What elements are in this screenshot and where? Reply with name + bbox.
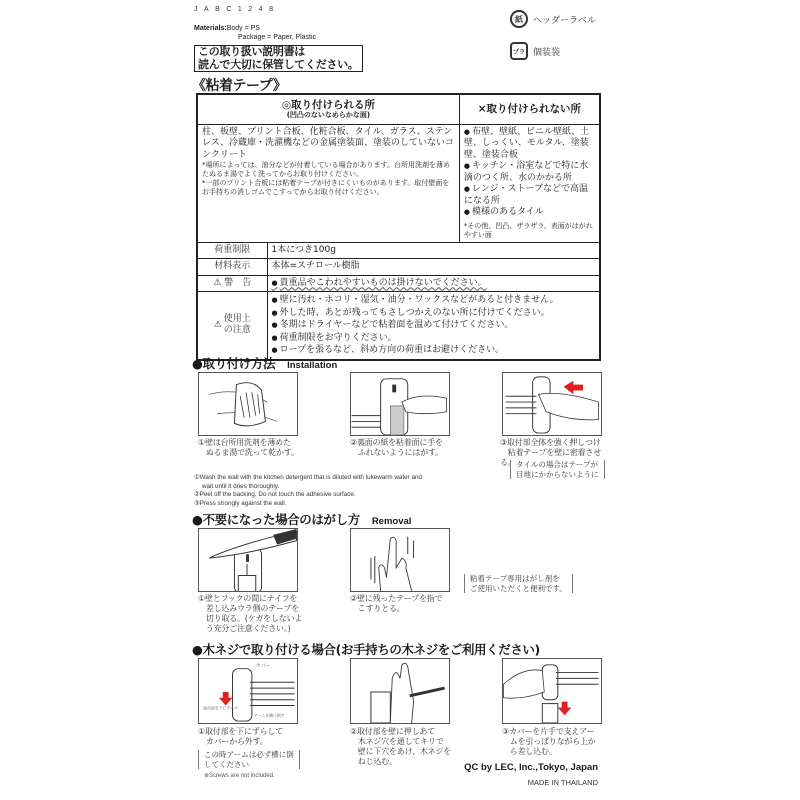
arm-note	[198, 750, 300, 769]
caution-cell	[267, 292, 600, 360]
ng-heading-cell	[459, 94, 600, 124]
tile-note	[510, 460, 605, 479]
removal-title-jp: ●不要になった場合のはがし方	[192, 512, 360, 527]
ng-item: ● 布壁、壁紙、ビニル壁紙、土壁、しっくい、モルタル、塗装壁、塗装合板	[464, 127, 595, 162]
materials-package: Package = Paper, Plastic	[238, 34, 317, 41]
tip-line: 粘着テープ専用はがし剤を	[470, 574, 560, 583]
finger-rubbing-icon	[351, 529, 449, 591]
ng-heading: ×取り付けられない所	[477, 102, 582, 115]
tip-line: ご使用いただくと便利です。	[470, 583, 567, 593]
caution-item: ● ロープを張るなど、斜め方向の荷重はお避けください。	[272, 344, 596, 357]
ok-subheading: (凹凸のないなめらかな面)	[286, 111, 371, 119]
installation-title-jp: ●取り付け方法	[192, 356, 276, 371]
red-arrow-down-icon	[558, 702, 572, 716]
caption-line: ③取付部全体を強く押しつけ	[500, 438, 601, 447]
caution-item: ● 荷重制限をお守りください。	[272, 332, 596, 345]
warning-label-cell	[197, 275, 267, 292]
caption-line: ねじ込む。	[350, 757, 397, 766]
recycle-label-paper: ヘッダーラベル	[533, 15, 597, 26]
removal-step2-caption	[350, 594, 442, 614]
installation-title	[192, 354, 337, 372]
install-step2-illustration	[350, 372, 450, 436]
product-code: JABC1248	[194, 6, 280, 13]
tile-note-line: 目地にかからないように	[516, 469, 599, 479]
removal-title-en: Removal	[371, 516, 412, 527]
caption-line: ふれないようにはがす。	[350, 448, 443, 457]
screw-step3-illustration	[502, 658, 602, 724]
caption-line: ②裏面の紙を粘着面に手を	[350, 438, 443, 447]
caution-item: ● 冬期はドライヤーなどで粘着面を温めて付けてください。	[272, 319, 596, 332]
en-step: ③Press strongly against the wall.	[194, 499, 287, 507]
caution-item: ● 壁に汚れ・ホコリ・湿気・油分・ワックスなどがあると付きません。	[272, 294, 596, 307]
section-title-adhesive: 《粘着テープ》	[192, 78, 287, 94]
ok-surfaces-cell	[197, 124, 459, 242]
recycle-mark-paper	[510, 10, 596, 28]
keep-notice-line2: 読んで大切に保管してください。	[198, 57, 359, 71]
press-hook-icon	[503, 373, 601, 435]
caption-line: う充分ご注意ください。)	[198, 624, 291, 633]
caption-line: 切り取る。(ケガをしないよ	[198, 614, 303, 623]
company-name: QC by LEC, Inc.,Tokyo, Japan	[464, 762, 598, 773]
screw-step1-illustration	[198, 658, 298, 724]
removal-title	[192, 510, 411, 528]
screws-not-included-note: ※Screws are not included.	[204, 773, 275, 779]
recycle-label-plastic: 個装袋	[533, 47, 561, 58]
remover-tip	[464, 574, 573, 593]
screw-step2-illustration	[350, 658, 450, 724]
slide-cover-icon	[199, 659, 297, 723]
knife-under-hook-icon	[199, 529, 297, 591]
peel-backing-icon	[351, 373, 449, 435]
keep-manual-notice	[194, 45, 363, 72]
install-step1-illustration	[198, 372, 298, 436]
caption-line: ①壁は台所用洗剤を薄めた	[198, 438, 291, 447]
install-step3-illustration	[502, 372, 602, 436]
ng-note: *その他、凹凸、ザラザラ、表面がはがれやすい面	[463, 221, 593, 239]
caption-line: ①壁とフックの間にナイフを	[198, 594, 298, 603]
hand-wiping-wall-icon	[199, 373, 297, 435]
materials-info	[194, 24, 316, 42]
ng-surfaces-cell	[459, 124, 600, 242]
warning-cell	[267, 275, 600, 292]
plastic-recycle-icon: プラ	[510, 42, 528, 60]
warning-label: 警 告	[224, 277, 252, 288]
removal-step1-caption	[198, 594, 302, 634]
ok-heading: ◎取り付けられる所	[281, 98, 375, 111]
load-limit-value: 1本につき100g	[267, 242, 600, 259]
red-arrow-down-icon	[219, 692, 233, 706]
country-of-origin: MADE IN THAILAND	[527, 778, 598, 787]
caption-line: 差し込みウラ側のテープを	[198, 604, 299, 613]
drill-screw-hole-icon	[351, 659, 449, 723]
load-limit-label: 荷重制限	[197, 242, 267, 259]
caption-line: ぬるま湯で洗って乾かす。	[198, 448, 299, 457]
caption-line: 粘着テープを壁に密着させる。	[500, 448, 601, 467]
caption-line: ②取付部を壁に押しあて	[350, 727, 435, 736]
arm-note-line: この時アームは必ず横に倒	[204, 750, 294, 759]
caption-line: カバーから外す。	[198, 737, 268, 746]
ok-surfaces-text: 柱、板壁、プリント合板、化粧合板、タイル、ガラス、ステンレス、冷蔵庫・洗濯機などの金属塗装面、塗装のしていないコンクリート	[202, 126, 455, 160]
caption-line: ①取付部を下にずらして	[198, 727, 283, 736]
install-step1-caption	[198, 438, 299, 458]
ng-item: ● キッチン・浴室などで特に水滴のつく所、水のかかる所	[464, 161, 595, 184]
tile-note-line: タイルの場合はテープが	[516, 460, 598, 469]
installation-title-en: Installation	[287, 360, 338, 371]
material-label: 材料表示	[197, 259, 267, 276]
warning-text: ● 貴重品やこわれやすいものは掛けないでください。	[272, 278, 487, 288]
ok-heading-cell	[197, 94, 459, 124]
svg-text:アームを横に倒す: アームを横に倒す	[253, 713, 285, 719]
arm-note-line: してください	[204, 759, 249, 769]
red-arrow-left-icon	[564, 381, 583, 395]
caption-line: ら差し込む。	[502, 747, 557, 756]
en-step: ②Peel off the backing. Do not touch the adhesive surface.	[194, 491, 356, 498]
screw-step3-caption	[502, 727, 596, 757]
ok-note-2: *一部のプリント合板には粘着テープが付きにくいものがあります。取付壁面をお手持ちの消しゴムでこすってからお取り付けください。	[202, 179, 450, 196]
caption-line: 木ネジ穴を通してキリで	[350, 737, 444, 746]
recycle-mark-plastic	[510, 42, 560, 60]
instruction-sheet	[192, 0, 606, 800]
svg-text:カバー: カバー	[255, 663, 271, 669]
keep-notice-line1: この取り扱い説明書は	[198, 45, 305, 58]
caption-line: ムを引っぱりながら上か	[502, 737, 596, 746]
warning-triangle-icon: ⚠	[213, 277, 222, 288]
removal-step1-illustration	[198, 528, 298, 592]
caption-line: ③カバーを片手で支えアー	[502, 727, 595, 736]
install-english-steps	[194, 474, 422, 508]
en-step: wait until it dries thoroughly.	[202, 482, 280, 490]
ng-item: ● 模様のあるタイル	[464, 207, 595, 219]
removal-step2-illustration	[350, 528, 450, 592]
caution-label-cell	[197, 292, 267, 360]
paper-recycle-icon: 紙	[510, 10, 528, 28]
material-value: 本体=スチロール樹脂	[267, 259, 600, 276]
install-step2-caption	[350, 438, 443, 458]
ok-note-1: *場所によっては、油分などが付着している場合があります。台所用洗剤を薄めたぬるま湯でよく洗ってからお取り付けください。	[202, 161, 450, 178]
screw-mount-title: ●木ネジで取り付ける場合(お手持ちの木ネジをご利用ください)	[192, 642, 540, 657]
screw-step2-caption	[350, 727, 451, 767]
caution-label-l2: の注意	[223, 325, 251, 336]
materials-label: Materials:	[194, 25, 227, 32]
caution-label-l1: 使用上	[223, 314, 251, 325]
insert-arm-icon	[503, 659, 601, 723]
svg-text:取付部を下にずらす: 取付部を下にずらす	[203, 705, 239, 711]
materials-body: Body = PS	[226, 25, 260, 32]
ng-item: ● レンジ・ストーブなどで高温になる所	[464, 184, 595, 207]
caution-triangle-icon: ⚠	[213, 319, 222, 330]
en-step: ①Wash the wall with the kitchen detergent that is diluted with lukewarm water and	[194, 474, 423, 481]
spec-table	[196, 93, 601, 361]
screw-step1-caption	[198, 727, 283, 747]
caption-line: こすりとる。	[350, 604, 405, 613]
caption-line: 壁に下穴をあけ、木ネジを	[350, 747, 452, 756]
caption-line: ②壁に残ったテープを指で	[350, 594, 443, 603]
caution-item: ● 外した時、あとが残ってもさしつかえのない所に付けてください。	[272, 307, 596, 320]
